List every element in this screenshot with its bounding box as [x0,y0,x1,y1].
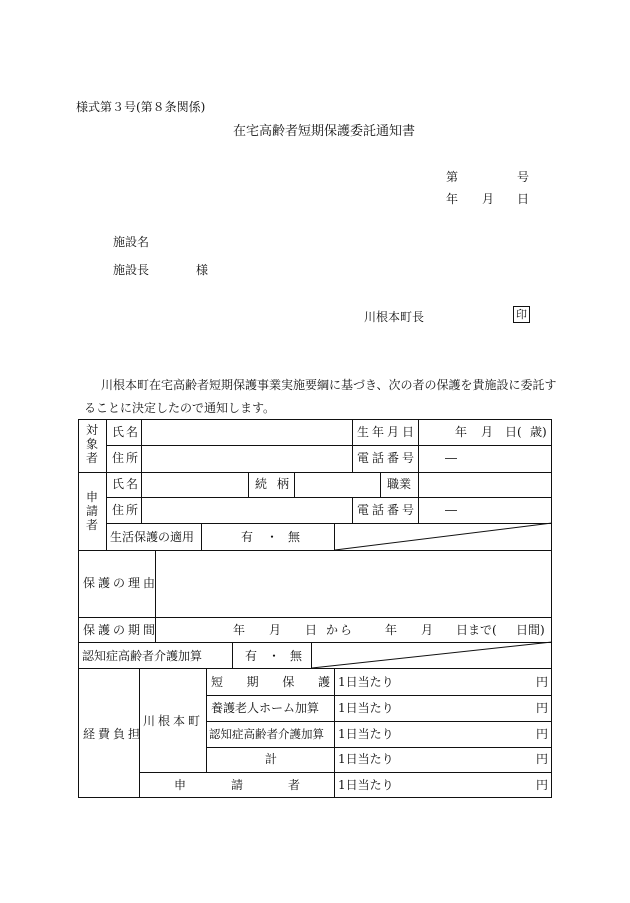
applicant-phone-value: ― [445,503,457,517]
period-from: から [326,623,355,637]
cost-currency: 円 [536,701,549,715]
form-number: 様式第３号(第８条関係) [76,100,206,114]
birth-age: 歳) [530,425,547,439]
cost-currency: 円 [536,727,549,741]
birth-day: 日( [505,425,522,439]
date-day: 日 [517,192,530,206]
period-label: 保護の期間 [83,623,159,637]
date-year: 年 [446,192,459,206]
issuer-name: 川根本町長 [364,310,425,324]
cost-item-dementia: 認知症高齢者介護加算 [209,727,324,741]
period-year-1: 年 [233,623,246,637]
dementia-label: 認知症高齢者介護加算 [82,649,203,663]
applicant-group-label: 申 請 者 [85,490,98,532]
subject-phone-label: 電話番号 [357,451,418,465]
date-month: 月 [482,192,495,206]
subject-phone-value: ― [445,451,457,465]
subject-group-label: 対 象 者 [85,423,98,465]
seal-mark: 印 [513,306,530,323]
dementia-yes: 有 [245,649,258,663]
cost-applicant-unit: 1日当たり [338,778,394,792]
facility-name-label: 施設名 [113,235,150,249]
applicant-name-label: 氏 名 [112,477,138,491]
period-days: 日間) [516,623,545,637]
doc-number-suffix: 号 [517,170,530,184]
applicant-relation-label: 続 柄 [255,477,289,491]
doc-number-label: 第 [446,170,459,184]
welfare-no: 無 [288,530,301,544]
cost-unit: 1日当たり [338,701,394,715]
dementia-dot: ・ [268,649,281,663]
reason-label: 保護の理由 [83,576,159,590]
honorific: 様 [196,263,209,277]
period-month-2: 月 [421,623,434,637]
period-month-1: 月 [269,623,282,637]
cost-applicant-currency: 円 [536,778,549,792]
welfare-label: 生活保護の適用 [110,530,195,544]
cost-unit: 1日当たり [338,675,394,689]
dementia-no: 無 [290,649,303,663]
cost-label: 経費負担 [83,727,144,741]
period-day-1: 日 [305,623,318,637]
body-line-1: 川根本町在宅高齢者短期保護事業実施要綱に基づき、次の者の保護を貴施設に委託す [101,378,557,392]
applicant-job-label: 職業 [387,477,412,491]
birth-year: 年 [455,425,468,439]
cost-unit: 1日当たり [338,727,394,741]
cost-currency: 円 [536,752,549,766]
cost-item-total: 計 [265,752,278,766]
applicant-address-label: 住 所 [112,503,138,517]
cost-unit: 1日当たり [338,752,394,766]
welfare-dot: ・ [266,530,279,544]
cost-item-short-term: 短 期 保 護 [211,675,330,689]
facility-head-label: 施設長 [113,263,150,277]
subject-birth-label: 生年月日 [357,425,418,439]
applicant-phone-label: 電話番号 [357,503,418,517]
cost-item-nursing-home: 養護老人ホーム加算 [211,701,320,715]
page-title: 在宅高齢者短期保護委託通知書 [233,124,416,139]
welfare-yes: 有 [241,530,254,544]
subject-name-label: 氏 名 [112,425,138,439]
birth-month: 月 [481,425,494,439]
period-year-2: 年 [385,623,398,637]
subject-address-label: 住 所 [112,451,138,465]
cost-applicant-label: 申 請 者 [174,778,300,792]
cost-currency: 円 [536,675,549,689]
period-until: 日まで( [456,623,497,637]
cost-town-label: 川根本町 [143,714,204,728]
body-line-2: ることに決定したので通知します。 [84,401,276,415]
